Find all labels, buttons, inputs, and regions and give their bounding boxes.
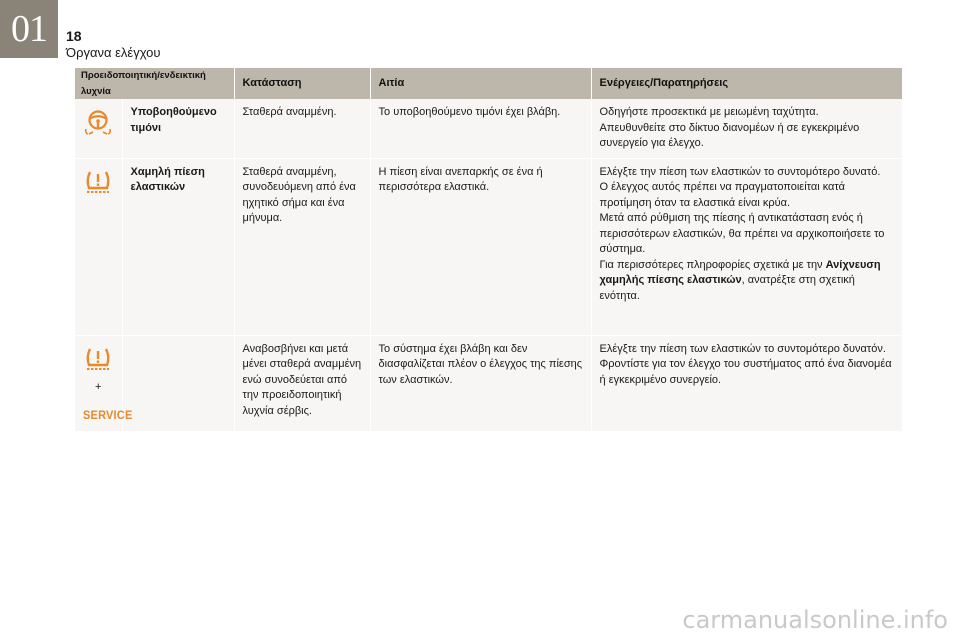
table-row	[75, 335, 902, 431]
table-row	[75, 158, 902, 335]
table-header-row	[75, 68, 902, 99]
lamp-actions	[591, 158, 902, 335]
action-line: Ελέγξτε την πίεση των ελαστικών το συντομότερο δυνατό.	[599, 165, 881, 178]
lamp-icon-cell	[75, 158, 122, 335]
power-steering-warning-icon	[84, 109, 112, 135]
watermark: carmanualsonline.info	[682, 606, 948, 634]
tyre-pressure-warning-icon	[84, 346, 112, 374]
service-warning-icon: SERVICE	[83, 409, 133, 423]
plus-sign: +	[95, 380, 102, 393]
section-title: Όργανα ελέγχου	[66, 45, 161, 60]
page-number: 18	[66, 28, 82, 44]
action-reference	[600, 258, 894, 305]
lamp-name: Χαμηλή πίεση ελαστικών	[122, 158, 234, 335]
lamp-state: Αναβοσβήνει και μετά μένει σταθερά αναμμένη ενώ συνοδεύεται από την προειδοποιητική λυχνία σέρβις.	[234, 335, 370, 431]
action-line: Ελέγξτε την πίεση των ελαστικών το συντομότερο δυνατόν.	[599, 342, 886, 355]
lamp-actions	[591, 99, 902, 158]
chapter-number: 01	[0, 0, 58, 58]
lamp-actions	[591, 335, 902, 431]
reference-link-text: Ανίχνευση χαμηλής πίεσης ελαστικών	[599, 258, 881, 286]
table-row	[75, 99, 902, 158]
tyre-pressure-warning-icon	[84, 169, 112, 197]
column-header-lamp: Προειδοποιητική/ενδεικτική λυχνία	[75, 68, 234, 99]
column-header-cause: Αιτία	[370, 68, 591, 99]
lamp-cause: Η πίεση είναι ανεπαρκής σε ένα ή περισσότερα ελαστικά.	[370, 158, 591, 335]
lamp-cause: Το σύστημα έχει βλάβη και δεν διασφαλίζεται πλέον ο έλεγχος της πίεσης των ελαστικών.	[370, 335, 591, 431]
column-header-actions: Ενέργειες/Παρατηρήσεις	[591, 68, 902, 99]
lamp-state: Σταθερά αναμμένη.	[234, 99, 370, 158]
action-line: Απευθυνθείτε στο δίκτυο διανομέων ή σε εγκεκριμένο συνεργείο για έλεγχο.	[599, 121, 860, 149]
lamp-cause: Το υποβοηθούμενο τιμόνι έχει βλάβη.	[370, 99, 591, 158]
action-line: Φροντίστε για τον έλεγχο του συστήματος από ένα διανομέα ή εγκεκριμένο συνεργείο.	[599, 358, 892, 386]
lamp-name-empty	[122, 335, 234, 431]
reference-prefix: Για περισσότερες πληροφορίες σχετικά με την	[599, 258, 826, 271]
lamp-icon-cell	[75, 335, 133, 431]
action-line: Ο έλεγχος αυτός πρέπει να πραγματοποιείται κατά προτίμηση όταν τα ελαστικά είναι κρύα.	[599, 181, 845, 209]
action-line: Οδηγήστε προσεκτικά με μειωμένη ταχύτητα.	[599, 106, 819, 118]
action-line: Μετά από ρύθμιση της πίεσης ή αντικατάσταση ενός ή περισσότερων ελαστικών, θα πρέπει να αρχικοποιήσετε το σύστημα.	[599, 212, 885, 255]
warning-lamps-table	[75, 68, 903, 432]
reference-suffix: , ανατρέξτε στη σχετική ενότητα.	[599, 274, 855, 302]
lamp-name: Υποβοηθούμενο τιμόνι	[122, 99, 234, 158]
lamp-state: Σταθερά αναμμένη, συνοδευόμενη από ένα ηχητικό σήμα και ένα μήνυμα.	[234, 158, 370, 335]
column-header-state: Κατάσταση	[234, 68, 370, 99]
lamp-icon-cell	[75, 99, 122, 158]
